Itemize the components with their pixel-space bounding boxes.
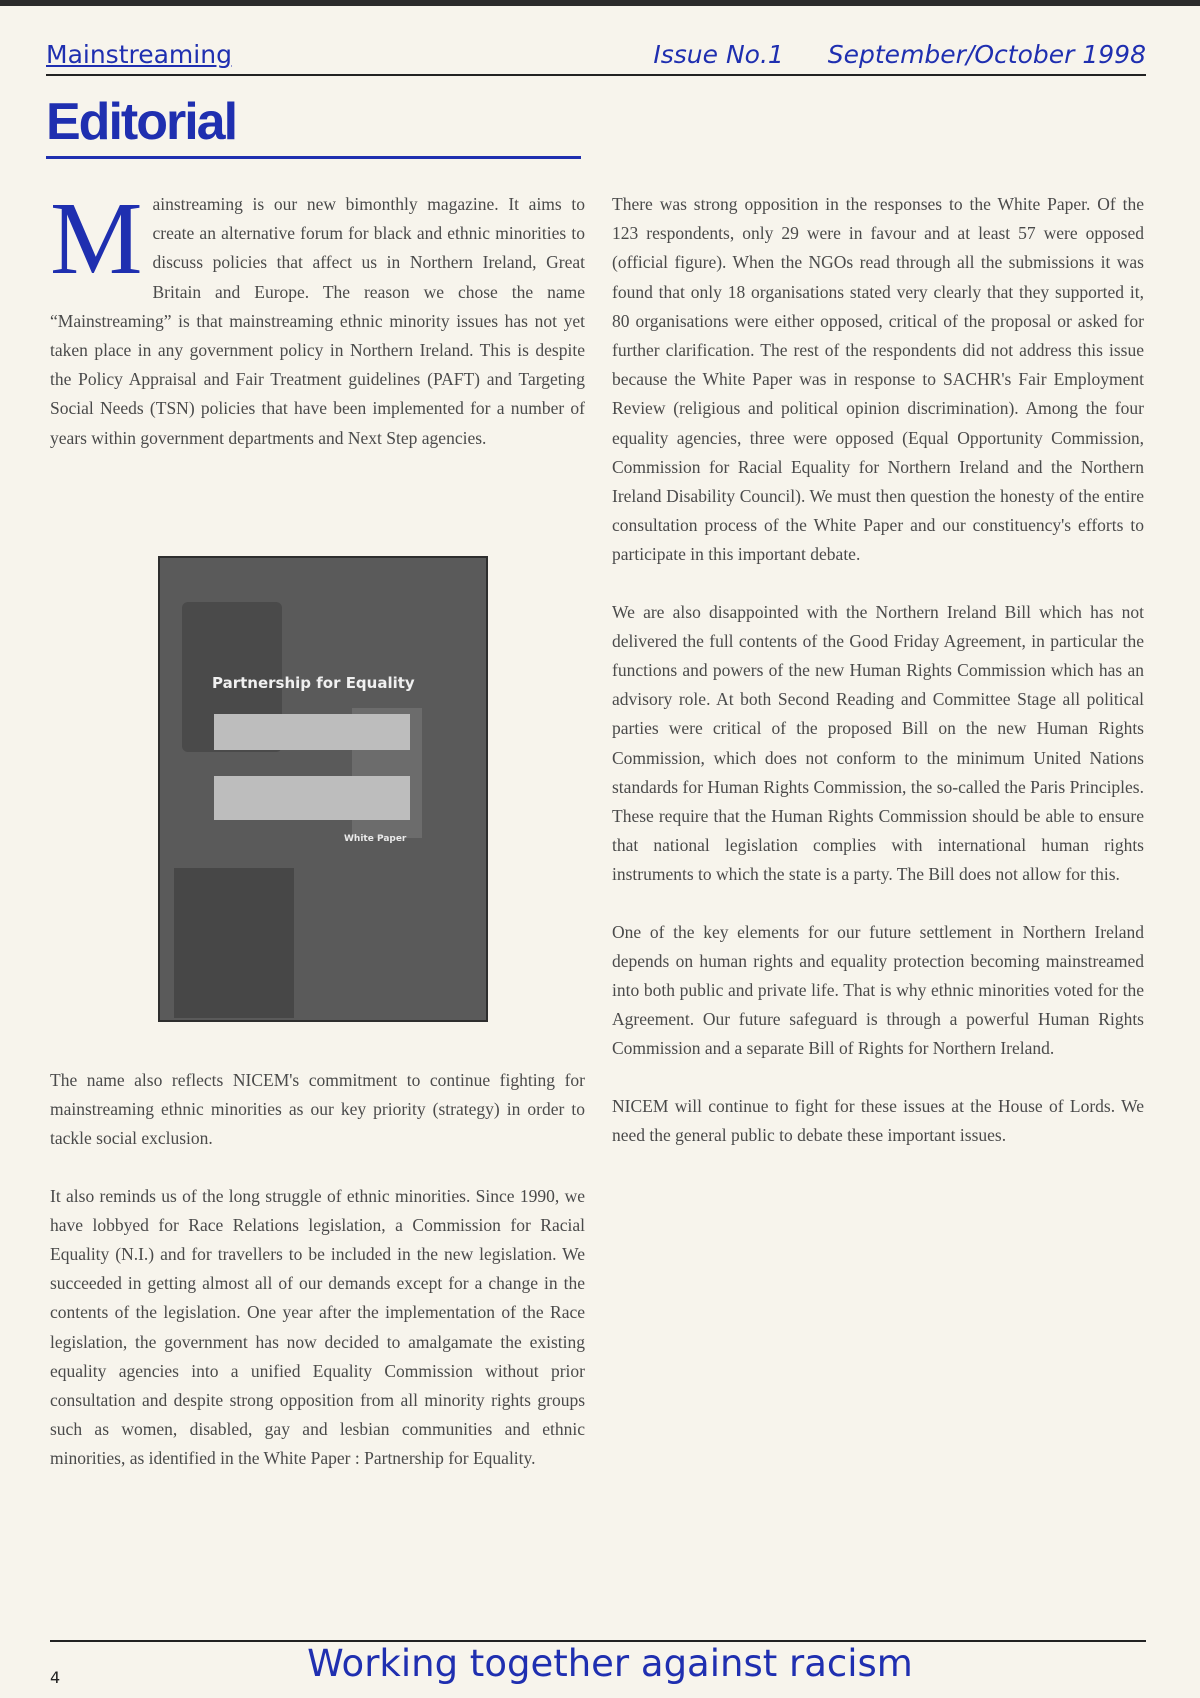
cover-title: Partnership for Equality <box>212 674 415 692</box>
cover-subtitle: White Paper <box>344 834 407 844</box>
intro-text: ainstreaming is our new bimonthly magazine. It aims to create an alternative forum for black and ethnic minorities to discuss policies that affect us in Northern Ireland, Great Britain and Europe. The reason we chose the name “Mainstreaming” is that mainstreaming ethnic minority issues has not yet taken place in any government policy in Northern Ireland. This is despite the Policy Appraisal and Fair Treatment guidelines (PAFT) and Targeting Social Needs (TSN) policies that have been implemented for a number of years within government departments and Next Step agencies. <box>50 194 585 448</box>
page-top-edge <box>0 0 1200 6</box>
paragraph: One of the key elements for our future settlement in Northern Ireland depends on human rights and equality protection becoming mainstreamed into both public and private life. That is why ethnic minorities voted for the Agreement. Our future safeguard is through a powerful Human Rights Commission and a separate Bill of Rights for Northern Ireland. <box>612 921 1144 1059</box>
paragraph: The name also reflects NICEM's commitment to continue fighting for mainstreaming ethnic minorities as our key priority (strategy) in order to tackle social exclusion. <box>50 1070 585 1149</box>
paragraph: There was strong opposition in the responses to the White Paper. Of the 123 respondents, only 29 were in favour and at least 57 were opposed (official figure). When the NGOs read through all the submissions it was found that only 18 organisations stated very clearly that they supported it, 80 organisations were either opposed, critical of the proposal or asked for further clarification. The rest of the respondents did not address this issue because the White Paper was in response to SACHR's Fair Employment Review (religious and political opinion discrimination). Among the four equality agencies, three were opposed (Equal Opportunity Commission, Commission for Racial Equality for Northern Ireland and the Northern Ireland Disability Council). We must then question the honesty of the entire consultation process of the White Paper and our constituency's efforts to participate in this important debate. <box>612 194 1144 565</box>
right-column <box>612 190 1144 1178</box>
paragraph: We are also disappointed with the Northern Ireland Bill which has not delivered the full contents of the Good Friday Agreement, in particular the functions and powers of the new Human Rights Commission which has an advisory role. At both Second Reading and Committee Stage all political parties were critical of the proposed Bill on the new Human Rights Commission, which does not conform to the minimum United Nations standards for Human Rights Commission, the so-called the Paris Principles. These require that the Human Rights Commission should be able to ensure that national legislation complies with international human rights instruments to which the state is a party. The Bill does not allow for this. <box>612 601 1144 885</box>
section-heading <box>46 92 581 159</box>
issue-number: Issue No.1 <box>653 40 784 69</box>
issue-date: September/October 1998 <box>827 40 1146 69</box>
magazine-title: Mainstreaming <box>46 40 232 69</box>
cover-equals-bar-top <box>214 714 410 750</box>
cover-photo-bottom <box>174 868 294 1018</box>
intro-paragraph <box>50 181 585 453</box>
left-column-intro <box>50 181 585 481</box>
heading-text: Editorial <box>46 93 237 151</box>
page-header <box>46 38 1146 76</box>
white-paper-cover-image <box>158 556 488 1022</box>
issue-info <box>653 40 1146 69</box>
drop-cap: M <box>50 181 143 296</box>
paragraph: NICEM will continue to fight for these issues at the House of Lords. We need the general public to debate these important issues. <box>612 1095 1144 1145</box>
paragraph: It also reminds us of the long struggle of ethnic minorities. Since 1990, we have lobbyed for Race Relations legislation, a Commission for Racial Equality (N.I.) and for travellers to be included in the new legislation. We succeeded in getting almost all of our demands except for a change in the contents of the legislation. One year after the implementation of the Race legislation, the government has now decided to amalgamate the existing equality agencies into a unified Equality Commission without prior consultation and despite strong opposition from all minority rights groups such as women, disabled, gay and lesbian communities and ethnic minorities, as identified in the White Paper : Partnership for Equality. <box>50 1185 585 1469</box>
left-column-body <box>50 1066 585 1502</box>
page-number: 4 <box>50 1668 61 1687</box>
footer-slogan: Working together against racism <box>307 1642 913 1685</box>
cover-equals-bar-bottom <box>214 776 410 820</box>
